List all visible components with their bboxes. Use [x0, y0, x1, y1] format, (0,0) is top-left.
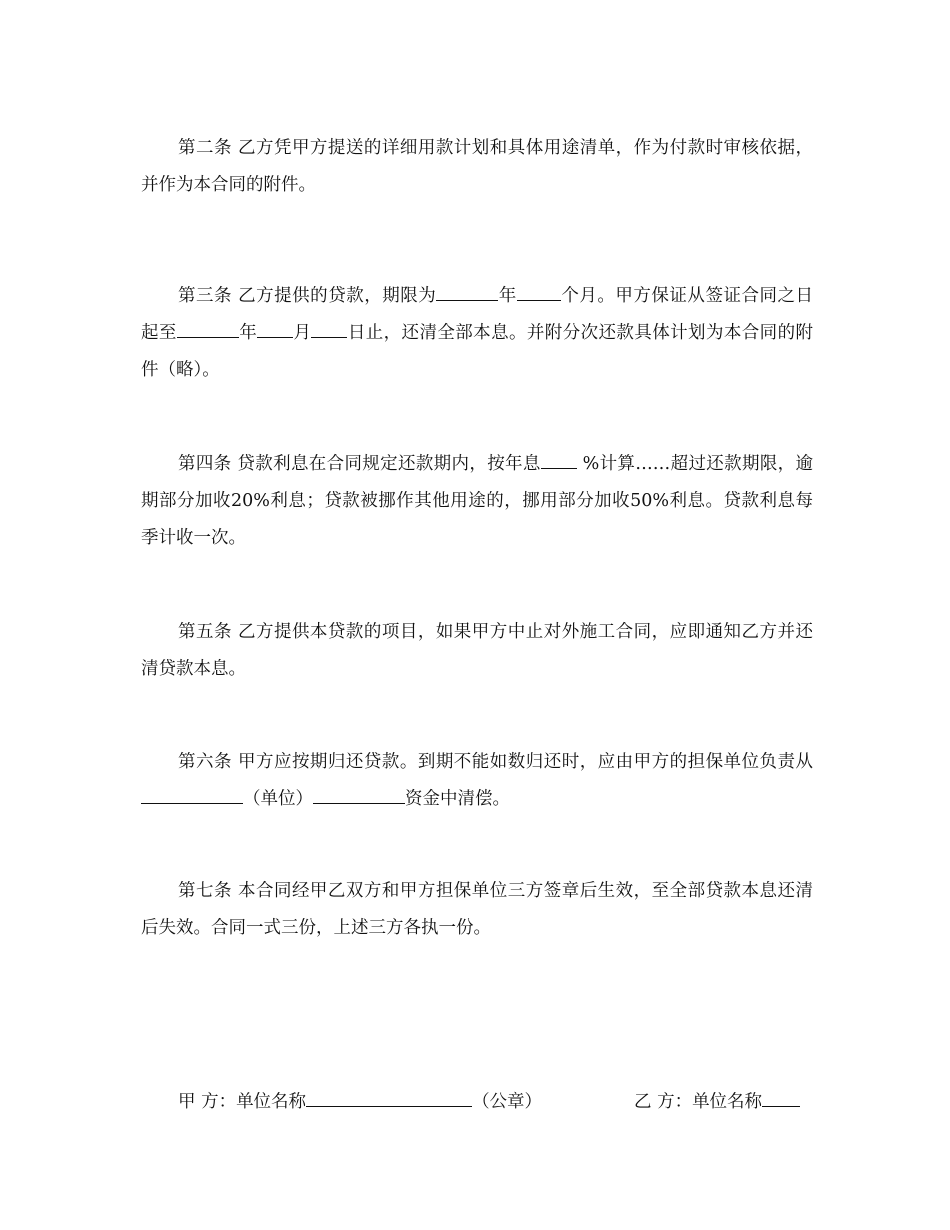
clause-7: [141, 873, 813, 947]
clause-4-text-b: %计算……超过还款期限，逾期部分加收20%利息；贷款被挪作其他用途的，挪用部分加收50%利息。贷款利息每季计收一次。: [141, 454, 813, 548]
clause-6-text-b: 资金中清偿。: [405, 789, 510, 809]
party-a-seal: （公章）: [472, 1092, 543, 1112]
clause-5: [141, 614, 813, 688]
clause-3-text-a: 第三条 乙方提供的贷款，期限为: [178, 286, 437, 306]
party-b-name-blank: [762, 1105, 800, 1107]
repay-year-blank: [177, 336, 239, 338]
clause-6: [141, 744, 813, 818]
fund-source-blank: [313, 802, 405, 804]
party-a-name-blank: [306, 1105, 472, 1107]
clause-6-unit: （单位）: [243, 789, 313, 809]
clause-3-text-c: 日止，还清全部本息。并附分次还款具体计划为本合同的附件（略）。: [141, 323, 813, 380]
guarantor-unit-blank: [141, 802, 243, 804]
repay-day-blank: [311, 336, 347, 338]
party-a-label: 甲 方：单位名称: [178, 1092, 307, 1112]
party-a-signature: [178, 1084, 542, 1121]
clause-3: [141, 278, 813, 389]
clause-6-text-a: 第六条 甲方应按期归还贷款。到期不能如数归还时，应由甲方的担保单位负责从: [178, 752, 813, 772]
clause-3-year: 年: [498, 286, 517, 306]
clause-2: [141, 130, 813, 204]
party-b-signature: [634, 1084, 800, 1121]
clause-4: [141, 446, 813, 557]
loan-term-months-blank: [517, 299, 561, 301]
party-b-label: 乙 方：单位名称: [634, 1092, 763, 1112]
clause-3-text-b: 个月。甲方保证从签证合同之日起至: [141, 286, 814, 343]
clause-3-year-b: 年: [238, 323, 258, 343]
clause-7-text: 第七条 本合同经甲乙双方和甲方担保单位三方签章后生效，至全部贷款本息还清后失效。合同一式三份，上述三方各执一份。: [141, 881, 813, 938]
loan-term-years-blank: [436, 299, 498, 301]
clause-2-text: 第二条 乙方凭甲方提送的详细用款计划和具体用途清单，作为付款时审核依据，并作为本合同的附件。: [141, 138, 813, 195]
repay-month-blank: [257, 336, 293, 338]
clause-3-month: 月: [293, 323, 312, 343]
clause-5-text: 第五条 乙方提供本贷款的项目，如果甲方中止对外施工合同，应即通知乙方并还清贷款本息。: [141, 622, 813, 679]
clause-4-text-a: 第四条 贷款利息在合同规定还款期内，按年息: [178, 454, 541, 474]
interest-rate-blank: [541, 467, 577, 469]
